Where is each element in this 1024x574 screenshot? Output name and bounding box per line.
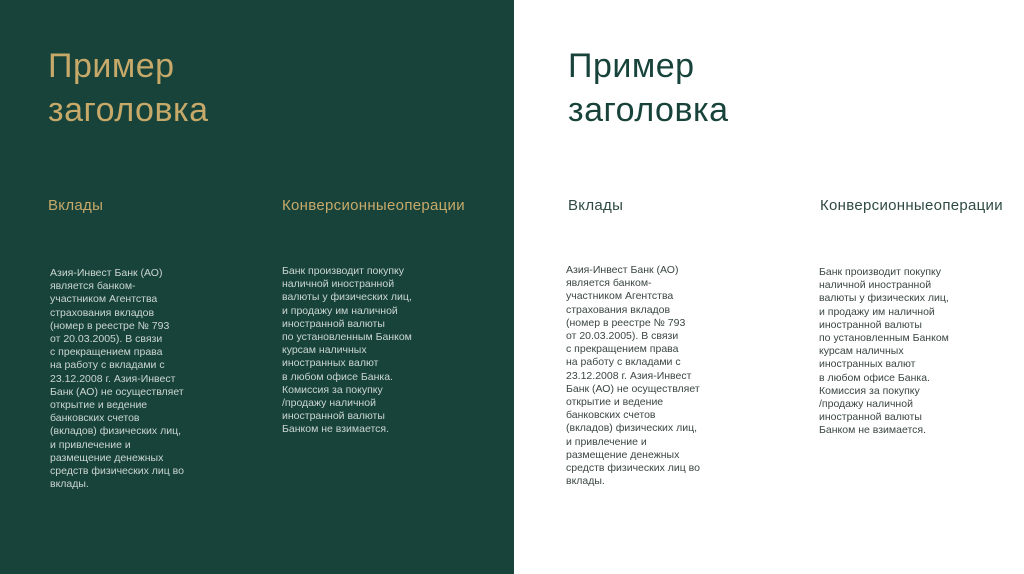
text-line: Банк производит покупку bbox=[819, 266, 942, 278]
text-line: наличной иностранной bbox=[819, 279, 932, 292]
text-line: курсам наличных bbox=[282, 344, 367, 357]
conversion-text bbox=[282, 265, 412, 437]
text-line: размещение денежных bbox=[566, 448, 680, 461]
text-line: по установленным Банком bbox=[282, 331, 412, 344]
text-line: (номер в реестре № 793 bbox=[50, 319, 170, 332]
text-line: банковских счетов bbox=[566, 409, 656, 422]
text-line: 23.12.2008 г. Азия-Инвест bbox=[566, 369, 692, 382]
text-line: Вклады bbox=[48, 197, 104, 214]
text-line: иностранных валют bbox=[819, 358, 916, 371]
conversion-text bbox=[819, 266, 949, 438]
conversion-heading bbox=[820, 196, 1003, 216]
text-line: (номер в реестре № 793 bbox=[566, 316, 686, 329]
text-line: страхования вкладов bbox=[50, 306, 155, 319]
text-line: является банком- bbox=[566, 277, 652, 290]
text-line: /продажу наличной bbox=[819, 398, 913, 411]
text-line: вклады. bbox=[566, 475, 605, 488]
text-line: Пример bbox=[568, 47, 695, 85]
text-line: (вкладов) физических лиц, bbox=[50, 425, 182, 438]
text-line: Банк производит покупку bbox=[282, 265, 405, 277]
text-line: курсам наличных bbox=[819, 345, 904, 358]
text-line: с прекращением права bbox=[50, 346, 163, 359]
text-line: заголовка bbox=[48, 91, 209, 129]
text-line: в любом офисе Банка. bbox=[282, 370, 393, 383]
text-line: иностранных валют bbox=[282, 357, 379, 370]
text-line: Конверсионные bbox=[820, 197, 934, 214]
text-line: на работу с вкладами с bbox=[50, 359, 165, 372]
slide-light-panel bbox=[514, 0, 1024, 574]
text-line: (вкладов) физических лиц, bbox=[566, 422, 698, 435]
text-line: вклады. bbox=[50, 478, 89, 491]
text-line: Банк (АО) не осуществляет bbox=[50, 385, 184, 398]
text-line: заголовка bbox=[568, 91, 729, 129]
text-line: размещение денежных bbox=[50, 451, 164, 464]
text-line: Банком не взимается. bbox=[282, 423, 390, 436]
text-line: Азия-Инвест Банк (АО) bbox=[50, 267, 163, 279]
text-line: /продажу наличной bbox=[282, 397, 376, 410]
text-line: и привлечение и bbox=[566, 435, 647, 448]
text-line: открытие и ведение bbox=[566, 396, 664, 409]
text-line: участником Агентства bbox=[566, 290, 674, 303]
text-line: открытие и ведение bbox=[50, 399, 148, 412]
text-line: от 20.03.2005). В связи bbox=[566, 330, 679, 343]
text-line: Пример bbox=[48, 47, 175, 85]
text-line: 23.12.2008 г. Азия-Инвест bbox=[50, 372, 176, 385]
text-line: и продажу им наличной bbox=[282, 304, 398, 317]
text-line: валюты у физических лиц, bbox=[282, 291, 412, 304]
text-line: и продажу им наличной bbox=[819, 305, 935, 318]
text-line: на работу с вкладами с bbox=[566, 356, 681, 369]
text-line: операции bbox=[395, 197, 465, 214]
text-line: Конверсионные bbox=[282, 197, 396, 214]
text-line: операции bbox=[933, 197, 1003, 214]
text-line: иностранной валюты bbox=[819, 318, 922, 331]
text-line: Банком не взимается. bbox=[819, 424, 927, 437]
slide-title bbox=[568, 44, 729, 132]
text-line: участником Агентства bbox=[50, 293, 158, 306]
text-line: Банк (АО) не осуществляет bbox=[566, 382, 700, 395]
text-line: Комиссия за покупку bbox=[282, 383, 383, 396]
text-line: Вклады bbox=[568, 197, 624, 214]
deposits-heading bbox=[48, 196, 103, 216]
deposits-text bbox=[566, 264, 700, 488]
text-line: банковских счетов bbox=[50, 412, 140, 425]
text-line: по установленным Банком bbox=[819, 332, 949, 345]
text-line: иностранной валюты bbox=[819, 411, 922, 424]
text-line: Комиссия за покупку bbox=[819, 384, 920, 397]
text-line: является банком- bbox=[50, 280, 136, 293]
text-line: от 20.03.2005). В связи bbox=[50, 333, 163, 346]
text-line: иностранной валюты bbox=[282, 317, 385, 330]
deposits-heading bbox=[568, 196, 623, 216]
deposits-text bbox=[50, 267, 184, 491]
text-line: наличной иностранной bbox=[282, 278, 395, 291]
text-line: и привлечение и bbox=[50, 438, 131, 451]
slide-title bbox=[48, 44, 209, 132]
text-line: Азия-Инвест Банк (АО) bbox=[566, 264, 679, 276]
text-line: средств физических лиц во bbox=[50, 465, 184, 478]
text-line: страхования вкладов bbox=[566, 303, 671, 316]
text-line: иностранной валюты bbox=[282, 410, 385, 423]
text-line: с прекращением права bbox=[566, 343, 679, 356]
text-line: в любом офисе Банка. bbox=[819, 371, 930, 384]
text-line: валюты у физических лиц, bbox=[819, 292, 949, 305]
conversion-heading bbox=[282, 196, 465, 216]
text-line: средств физических лиц во bbox=[566, 462, 700, 475]
